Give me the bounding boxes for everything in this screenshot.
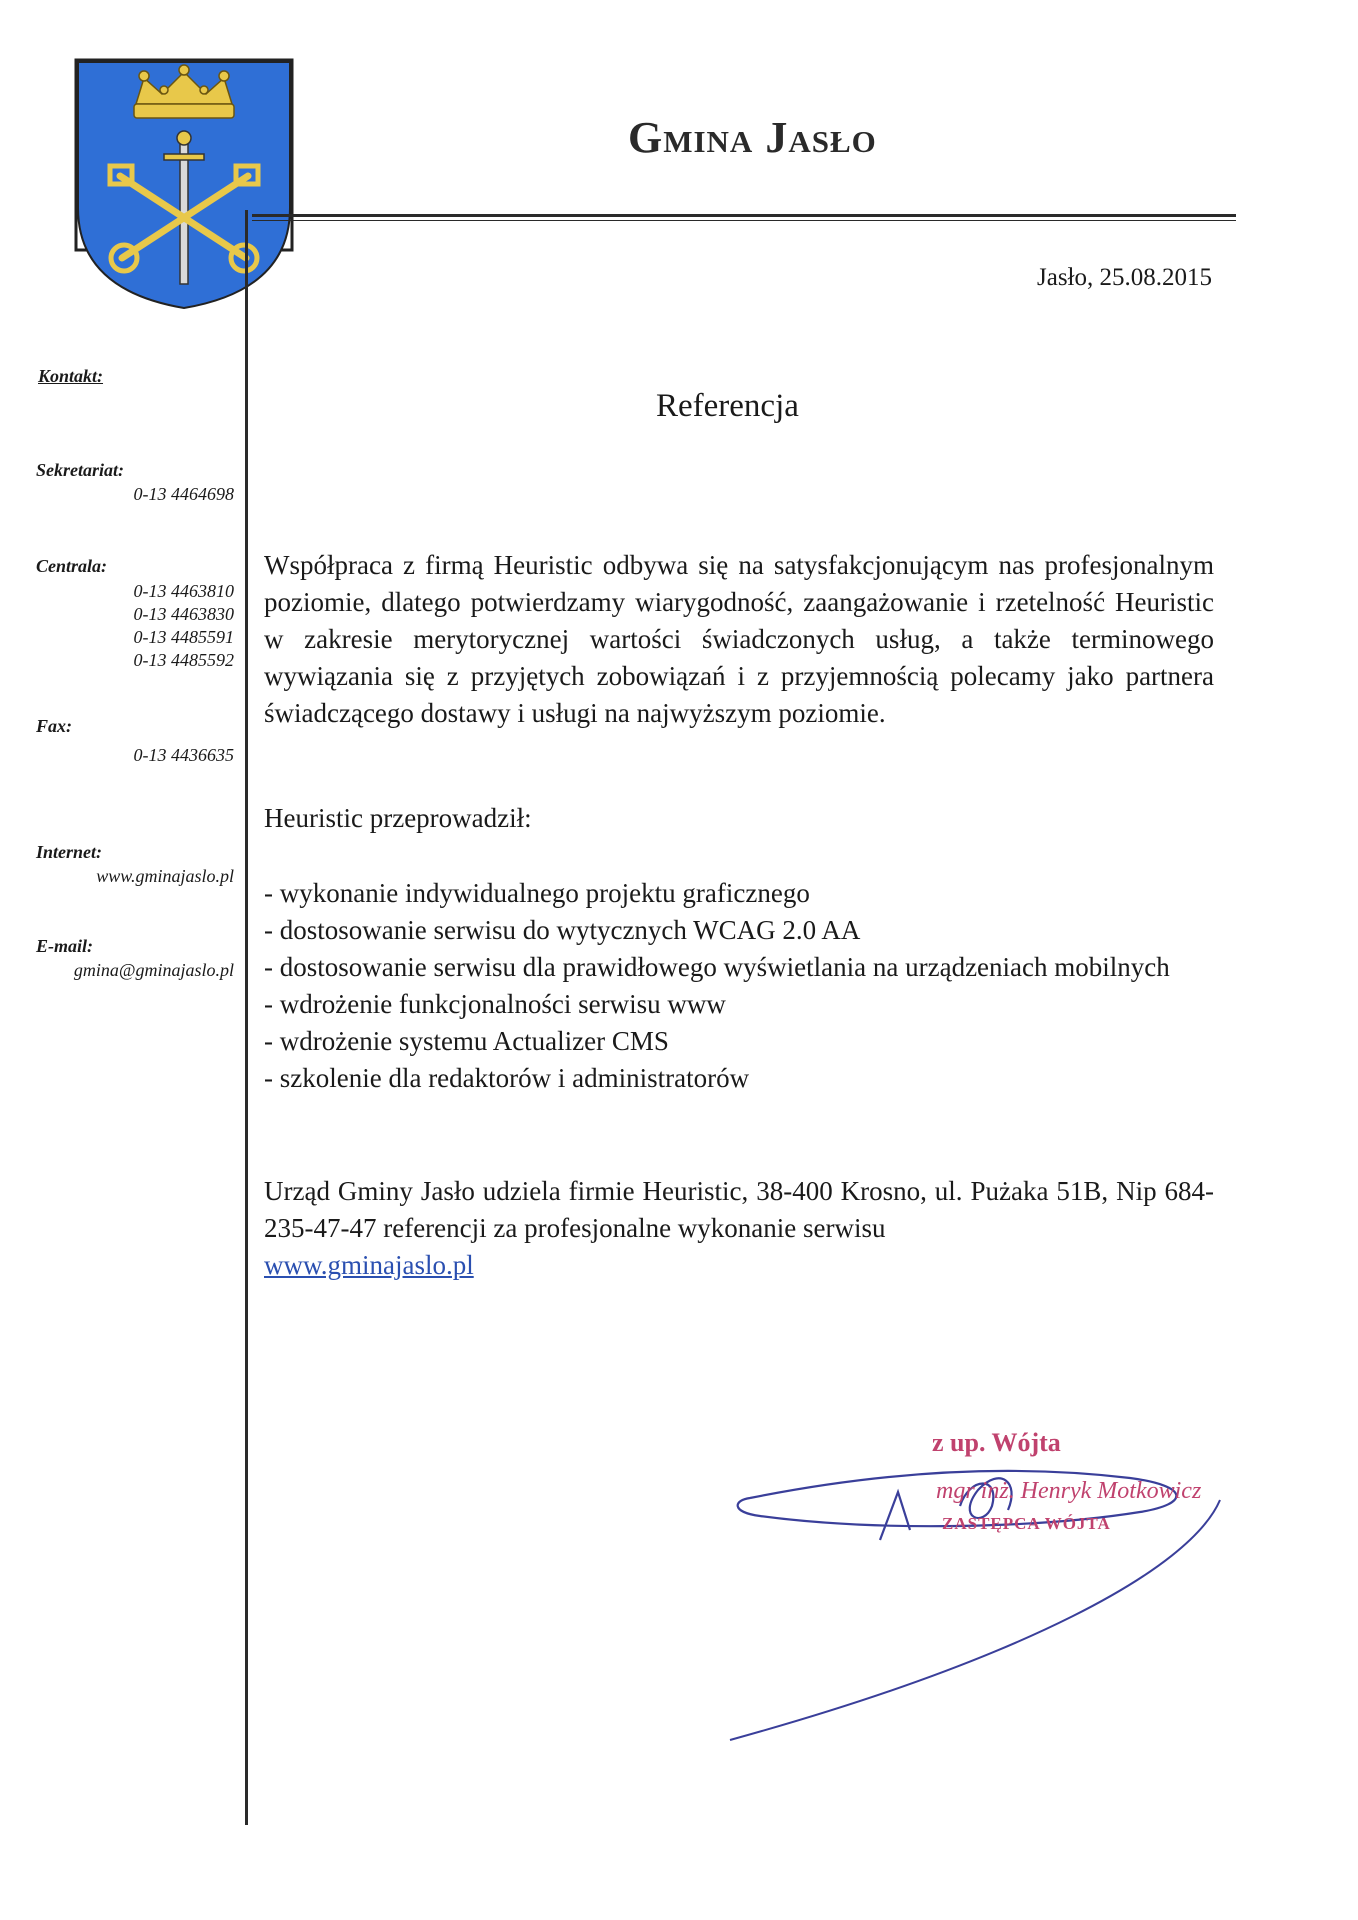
email-label: E-mail:: [36, 936, 93, 956]
secretariat-label: Sekretariat:: [36, 460, 124, 480]
central-phone: 0-13 4463830: [133, 604, 234, 624]
fax-number: 0-13 4436635: [133, 745, 234, 765]
stamp-name: mgr inż. Henryk Motkowicz: [936, 1478, 1202, 1504]
central-phone: 0-13 4485592: [133, 650, 234, 670]
paragraph-list-intro: Heuristic przeprowadził:: [264, 803, 532, 833]
list-item: - dostosowanie serwisu do wytycznych WCAG 2.0 AA: [264, 915, 861, 945]
paragraph-closing: [264, 1173, 1214, 1284]
coat-of-arms: [74, 58, 294, 310]
header-divider-thin: [252, 220, 1236, 221]
central-label: Centrala:: [36, 556, 108, 576]
fax-label: Fax:: [36, 716, 72, 736]
page-title: Gmina Jasło: [628, 113, 877, 162]
margin-divider: [245, 210, 248, 1825]
letter-heading: Referencja: [656, 388, 799, 424]
letter-date: Jasło, 25.08.2015: [1037, 264, 1212, 291]
header-divider: [252, 214, 1236, 217]
closing-text: Urząd Gminy Jasło udziela firmie Heuristic, 38-400 Krosno, ul. Pużaka 51B, Nip 684-235-47-47 referencji za profesjonalne wykonanie serwisu: [264, 1176, 1214, 1243]
signature-icon: [720, 1420, 1260, 1750]
internet-address: www.gminajaslo.pl: [96, 866, 234, 886]
contact-heading: Kontakt:: [38, 366, 104, 386]
stamp-authorization: z up. Wójta: [932, 1428, 1061, 1457]
list-item: - wykonanie indywidualnego projektu graficznego: [264, 878, 810, 908]
stamp-role: ZASTĘPCA WÓJTA: [942, 1514, 1111, 1533]
list-item: - wdrożenie systemu Actualizer CMS: [264, 1026, 669, 1056]
central-phone: 0-13 4485591: [133, 627, 234, 647]
coat-of-arms-icon: [74, 58, 294, 310]
services-list: [264, 875, 1214, 1097]
list-item: - wdrożenie funkcjonalności serwisu www: [264, 989, 726, 1019]
signature-stamp: [720, 1420, 1260, 1750]
secretariat-phone: 0-13 4464698: [133, 484, 234, 504]
paragraph-intro: Współpraca z firmą Heuristic odbywa się na satysfakcjonującym nas profesjonalnym poziomie, dlatego potwierdzamy wiarygodność, zaangażowanie i rzetelność Heuristic w zakresie merytorycznej wartości świadczonych usług, a także terminowego wywiązania się z przyjętych zobowiązań i z przyjemnością polecamy jako partnera świadczącego dostawy i usługi na najwyższym poziomie.: [264, 550, 1214, 728]
list-item: - szkolenie dla redaktorów i administratorów: [264, 1063, 750, 1093]
website-link[interactable]: www.gminajaslo.pl: [264, 1250, 474, 1280]
internet-label: Internet:: [36, 842, 103, 862]
list-item: - dostosowanie serwisu dla prawidłowego wyświetlania na urządzeniach mobilnych: [264, 952, 1170, 982]
central-phone: 0-13 4463810: [133, 581, 234, 601]
email-address: gmina@gminajaslo.pl: [73, 960, 234, 980]
